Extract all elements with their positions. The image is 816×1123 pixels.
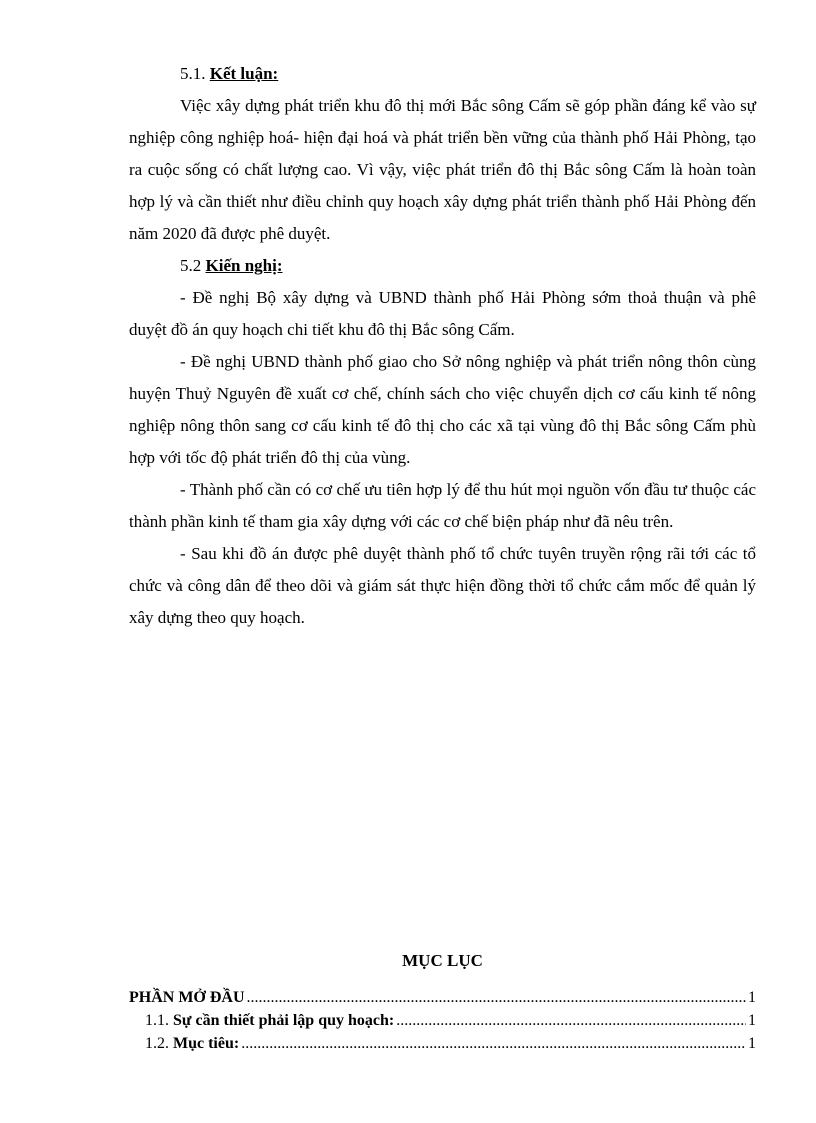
heading-5-1 xyxy=(129,58,756,90)
toc-leader-dots xyxy=(396,1009,746,1032)
toc-entry-page: 1 xyxy=(748,989,756,1006)
paragraph: - Sau khi đồ án được phê duyệt thành phố tổ chức tuyên truyền rộng rãi tới các tổ chức và công dân để theo dõi và giám sát thực hiện đồng thời tổ chức cắm mốc để quản lý xây dựng theo quy hoạch. xyxy=(129,544,756,627)
heading-5-2 xyxy=(129,250,756,282)
paragraph: - Đề nghị Bộ xây dựng và UBND thành phố Hải Phòng sớm thoả thuận và phê duyệt đồ án quy hoạch chi tiết khu đô thị Bắc sông Cấm. xyxy=(129,288,756,339)
toc-entry-label: PHẦN MỞ ĐẦU xyxy=(129,989,245,1006)
heading-title: Kiến nghị: xyxy=(205,256,283,275)
toc-entry-label: Mục tiêu: xyxy=(173,1035,240,1052)
table-of-contents xyxy=(129,950,756,1055)
paragraph: - Thành phố cần có cơ chế ưu tiên hợp lý để thu hút mọi nguồn vốn đầu tư thuộc các thành phần kinh tế tham gia xây dựng với các cơ chế biện pháp như đã nêu trên. xyxy=(129,480,756,531)
toc-entry-label: Sự cần thiết phải lập quy hoạch: xyxy=(173,1012,395,1029)
toc-entry-page: 1 xyxy=(748,1012,756,1029)
paragraph: Việc xây dựng phát triển khu đô thị mới Bắc sông Cấm sẽ góp phần đáng kể vào sự nghiệp công nghiệp hoá- hiện đại hoá và phát triển bền vững của thành phố Hải Phòng, tạo ra cuộc sống có chất lượng cao. Vì vậy, việc phát triển đô thị Bắc sông Cấm là hoàn toàn hợp lý và cần thiết như điều chỉnh quy hoạch xây dựng phát triển thành phố Hải Phòng đến năm 2020 đã được phê duyệt. xyxy=(129,96,756,243)
toc-entry-number: 1.2. xyxy=(145,1035,169,1052)
toc-entry-number: 1.1. xyxy=(145,1012,169,1029)
toc-leader-dots xyxy=(247,986,746,1009)
heading-title: Kết luận: xyxy=(209,64,279,83)
toc-entry[interactable] xyxy=(129,1009,756,1032)
toc-entry[interactable] xyxy=(129,986,756,1009)
heading-number: 5.1. xyxy=(180,64,206,83)
heading-number: 5.2 xyxy=(180,256,202,275)
paragraph: - Đề nghị UBND thành phố giao cho Sở nông nghiệp và phát triển nông thôn cùng huyện Thuỷ Nguyên đề xuất cơ chế, chính sách cho việc chuyển dịch cơ cấu kinh tế nông nghiệp nông thôn sang cơ cấu kinh tế đô thị cho các xã tại vùng đô thị Bắc sông Cấm phù hợp với tốc độ phát triển đô thị của vùng. xyxy=(129,352,756,467)
conclusion-section xyxy=(129,58,756,634)
toc-entry[interactable] xyxy=(129,1032,756,1055)
toc-leader-dots xyxy=(241,1032,746,1055)
toc-entry-page: 1 xyxy=(748,1035,756,1052)
toc-title: MỤC LỤC xyxy=(402,951,483,970)
